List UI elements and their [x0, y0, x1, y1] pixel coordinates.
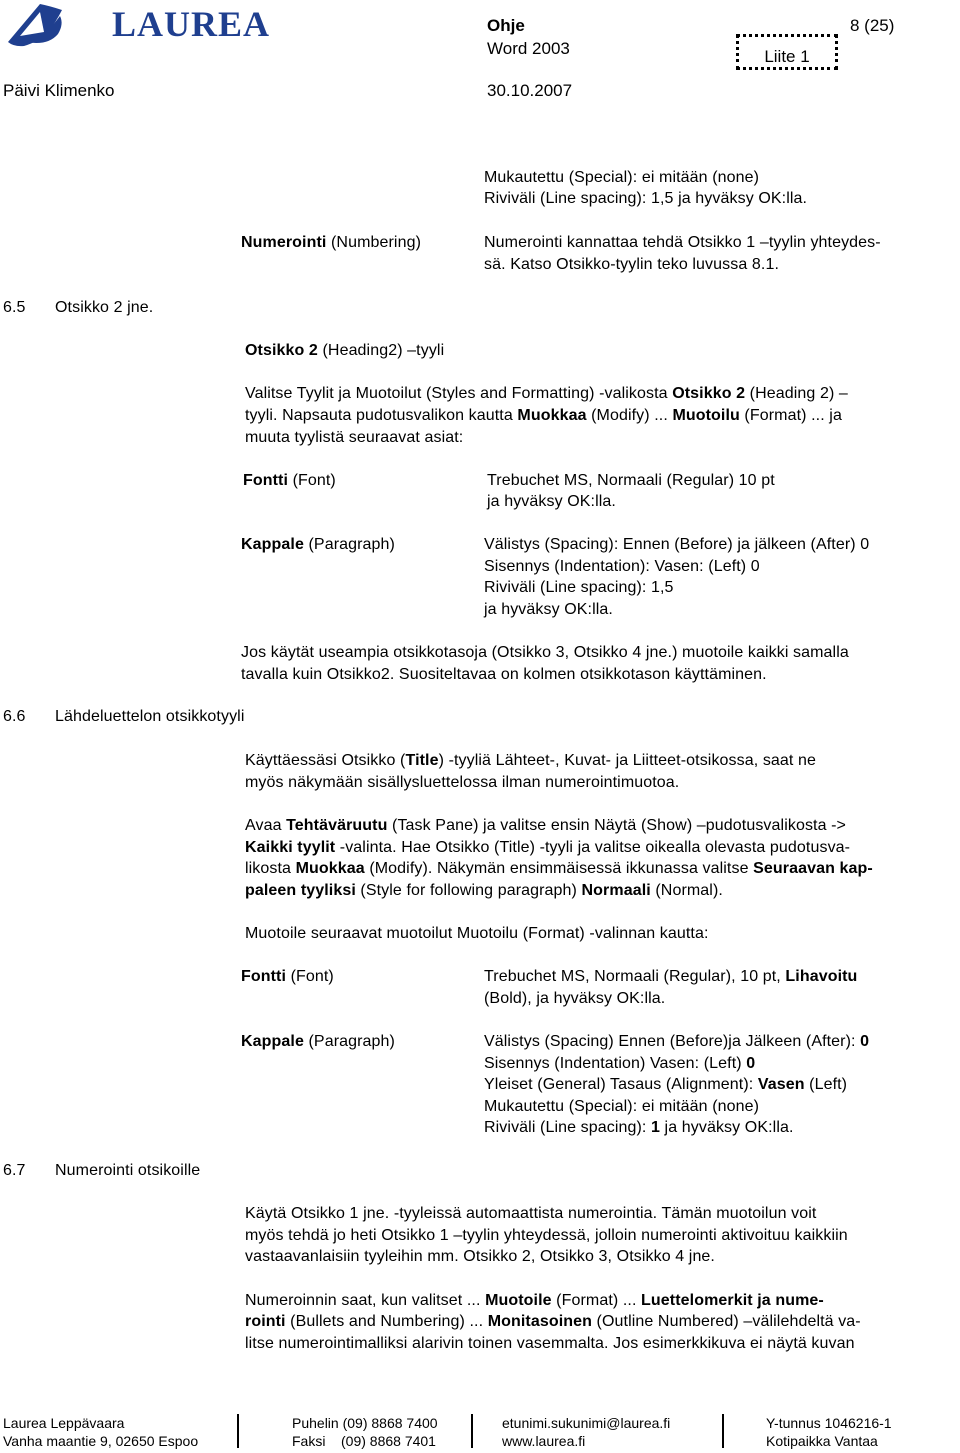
- footer-email: etunimi.sukunimi@laurea.fi: [502, 1415, 671, 1431]
- s65-more-levels-2: tavalla kuin Otsikko2. Suositeltavaa on kolmen otsikkotason käyttäminen.: [241, 666, 767, 683]
- s66-font-value-1: Trebuchet MS, Normaali (Regular), 10 pt, Lihavoitu: [484, 968, 858, 985]
- s65-font-value-1: Trebuchet MS, Normaali (Regular) 10 pt: [487, 472, 775, 489]
- s67-line-5: rointi (Bullets and Numbering) ... Monitasoinen (Outline Numbered) –välilehdeltä va-: [245, 1313, 861, 1330]
- author: Päivi Klimenko: [3, 81, 115, 100]
- s66-line-6: paleen tyyliksi (Style for following paragraph) Normaali (Normal).: [245, 882, 723, 899]
- doc-title: Ohje: [487, 16, 525, 35]
- section-number-6-7: 6.7: [3, 1162, 26, 1179]
- footer-business-id: Y-tunnus 1046216-1: [766, 1415, 892, 1431]
- section-title-6-7: Numerointi otsikoille: [55, 1162, 201, 1179]
- footer-website: www.laurea.fi: [502, 1433, 586, 1449]
- s66-line-3: Avaa Tehtäväruutu (Task Pane) ja valitse ensin Näytä (Show) –pudotusvalikosta ->: [245, 817, 847, 834]
- s66-line-4: Kaikki tyylit -valinta. Hae Otsikko (Title) -tyyli ja valitse oikealla olevasta pudotusva-: [245, 839, 851, 856]
- s65-paragraph-line-1: Valitse Tyylit ja Muotoilut (Styles and Formatting) -valikosta Otsikko 2 (Heading 2) –: [245, 385, 848, 402]
- footer-fax: Faksi (09) 8868 7401: [292, 1433, 436, 1449]
- s66-paragraph-value-5: Riviväli (Line spacing): 1 ja hyväksy OK:lla.: [484, 1119, 794, 1136]
- s67-line-4: Numeroinnin saat, kun valitset ... Muotoile (Format) ... Luettelomerkit ja nume-: [245, 1292, 824, 1309]
- s65-font-label: Fontti (Font): [243, 472, 336, 489]
- numbering-text-1: Numerointi kannattaa tehdä Otsikko 1 –tyylin yhteydes-: [484, 234, 881, 251]
- footer-campus: Laurea Leppävaara: [3, 1415, 125, 1431]
- s65-more-levels-1: Jos käytät useampia otsikkotasoja (Otsikko 3, Otsikko 4 jne.) muotoile kaikki samalla: [241, 644, 849, 661]
- s65-paragraph-value-3: Riviväli (Line spacing): 1,5: [484, 579, 674, 596]
- s66-line-2: myös näkymään sisällysluettelossa ilman numerointimuotoa.: [245, 774, 680, 791]
- s65-font-value-2: ja hyväksy OK:lla.: [487, 493, 616, 510]
- footer-domicile: Kotipaikka Vantaa: [766, 1433, 878, 1449]
- s66-line-1: Käyttäessäsi Otsikko (Title) -tyyliä Lähteet-, Kuvat- ja Liitteet-otsikossa, saat ne: [245, 752, 817, 769]
- footer-divider-2: [471, 1414, 473, 1448]
- line-spacing-line: Riviväli (Line spacing): 1,5 ja hyväksy OK:lla.: [484, 190, 808, 207]
- s66-paragraph-value-2: Sisennys (Indentation) Vasen: (Left) 0: [484, 1055, 756, 1072]
- s65-paragraph-line-2: tyyli. Napsauta pudotusvalikon kautta Muokkaa (Modify) ... Muotoilu (Format) ... ja: [245, 407, 842, 424]
- s66-paragraph-value-4: Mukautettu (Special): ei mitään (none): [484, 1098, 760, 1115]
- s66-font-label: Fontti (Font): [241, 968, 334, 985]
- s65-paragraph-label: Kappale (Paragraph): [241, 536, 395, 553]
- numbering-label: Numerointi (Numbering): [241, 234, 422, 251]
- s65-paragraph-value-4: ja hyväksy OK:lla.: [484, 601, 613, 618]
- s66-line-7: Muotoile seuraavat muotoilut Muotoilu (Format) -valinnan kautta:: [245, 925, 709, 942]
- s67-line-2: myös tehdä jo heti Otsikko 1 –tyylin yhteydessä, jolloin numerointi aktivoituu kaikkiin: [245, 1227, 848, 1244]
- attachment-label-box: [736, 34, 838, 70]
- footer-divider-1: [237, 1414, 239, 1448]
- s66-font-value-2: (Bold), ja hyväksy OK:lla.: [484, 990, 666, 1007]
- section-number-6-6: 6.6: [3, 708, 26, 725]
- page-number: 8 (25): [850, 16, 895, 35]
- footer-divider-3: [722, 1414, 724, 1448]
- s67-line-6: litse numerointimalliksi alarivin toinen vasemmalta. Jos esimerkkikuva ei näytä kuvan: [245, 1335, 855, 1352]
- attachment-label: Liite 1: [764, 47, 810, 66]
- subheading-otsikko2: Otsikko 2 (Heading2) –tyyli: [245, 342, 445, 359]
- s65-paragraph-value-1: Välistys (Spacing): Ennen (Before) ja jälkeen (After) 0: [484, 536, 870, 553]
- date: 30.10.2007: [487, 81, 573, 100]
- s67-line-3: vastaavanlaisiin tyyleihin mm. Otsikko 2, Otsikko 3, Otsikko 4 jne.: [245, 1248, 715, 1265]
- s66-paragraph-label: Kappale (Paragraph): [241, 1033, 395, 1050]
- section-title-6-5: Otsikko 2 jne.: [55, 299, 154, 316]
- numbering-text-2: sä. Katso Otsikko-tyylin teko luvussa 8.1.: [484, 256, 779, 273]
- laurea-logo: [4, 2, 271, 48]
- section-number-6-5: 6.5: [3, 299, 26, 316]
- s67-line-1: Käytä Otsikko 1 jne. -tyyleissä automaattista numerointia. Tämän muotoilun voit: [245, 1205, 817, 1222]
- s66-paragraph-value-3: Yleiset (General) Tasaus (Alignment): Vasen (Left): [484, 1076, 848, 1093]
- s66-line-5: likosta Muokkaa (Modify). Näkymän ensimmäisessä ikkunassa valitse Seuraavan kap-: [245, 860, 873, 877]
- footer-address: Vanha maantie 9, 02650 Espoo: [3, 1433, 199, 1449]
- s65-paragraph-line-3: muuta tyylistä seuraavat asiat:: [245, 429, 464, 446]
- doc-subtitle: Word 2003: [487, 39, 570, 58]
- footer-phone: Puhelin (09) 8868 7400: [292, 1415, 438, 1431]
- logo-wordmark: LAUREA: [112, 4, 271, 44]
- special-line: Mukautettu (Special): ei mitään (none): [484, 169, 760, 186]
- s65-paragraph-value-2: Sisennys (Indentation): Vasen: (Left) 0: [484, 558, 760, 575]
- section-title-6-6: Lähdeluettelon otsikkotyyli: [55, 708, 245, 725]
- s66-paragraph-value-1: Välistys (Spacing) Ennen (Before)ja Jälkeen (After): 0: [484, 1033, 870, 1050]
